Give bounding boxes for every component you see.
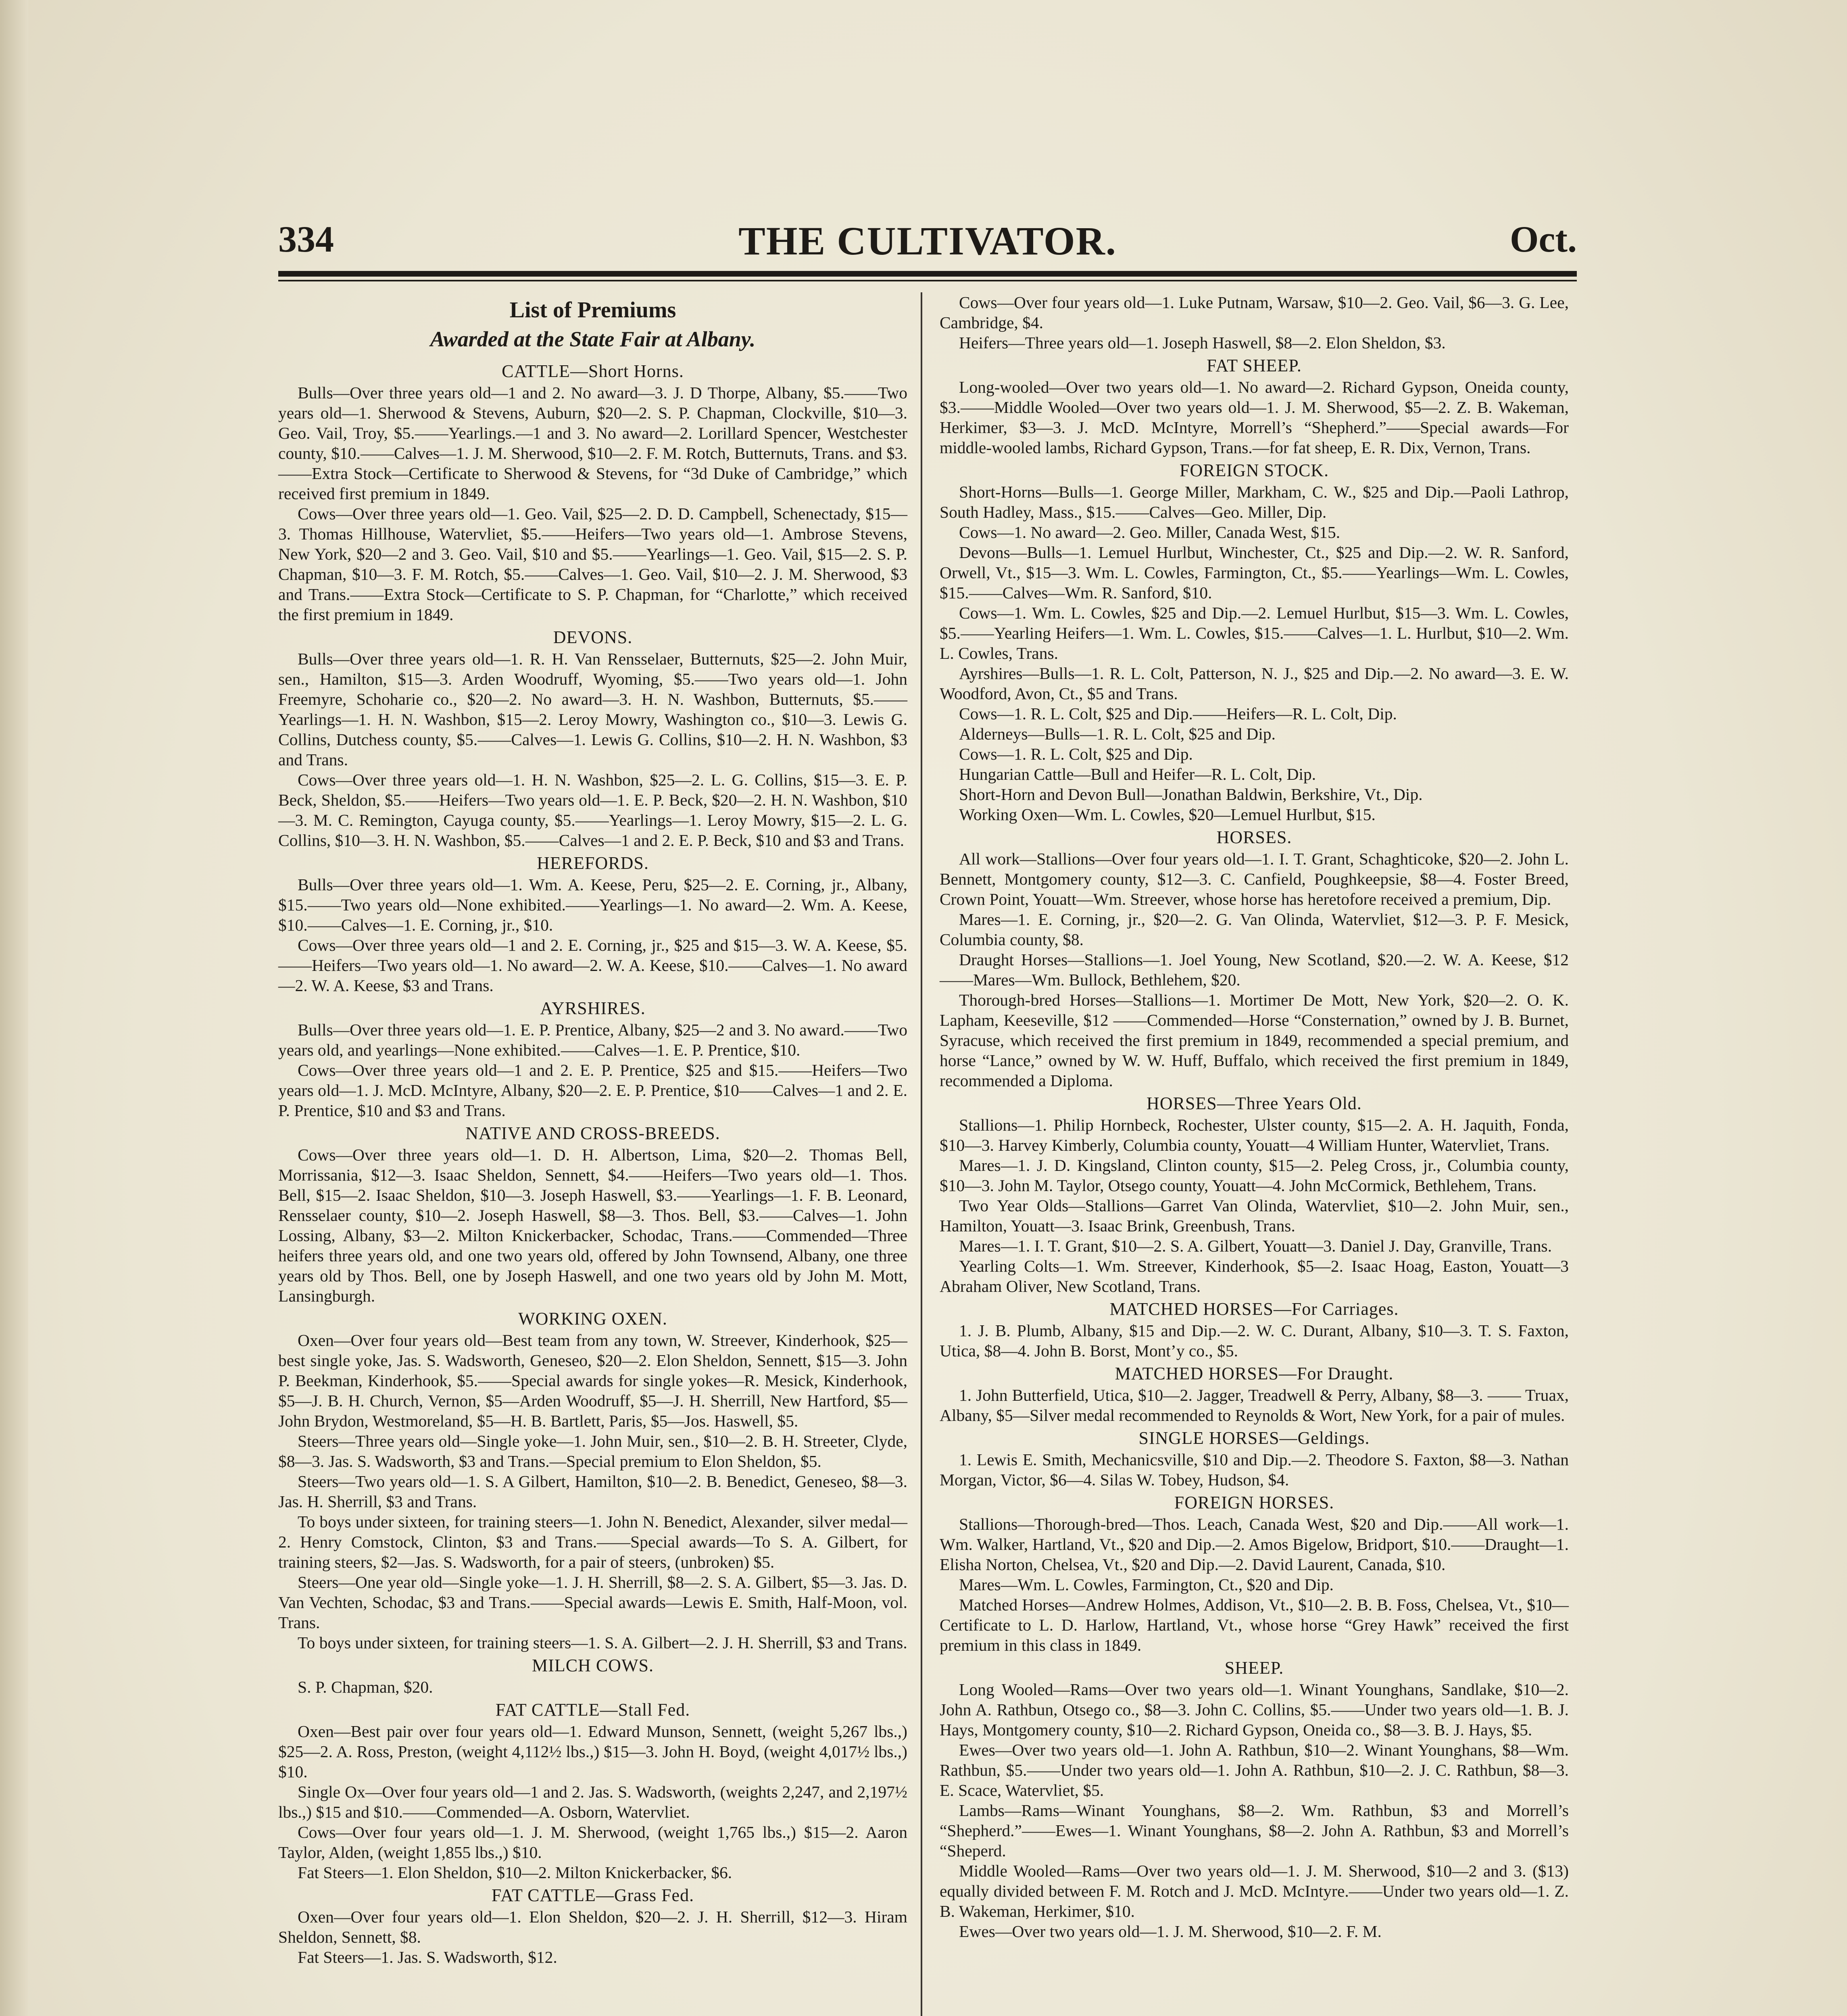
left-premium-paragraph: Cows—Over four years old—1. J. M. Sherwood, (weight 1,765 lbs.,) $15—2. Aaron Taylor, Alden, (weight 1,855 lbs.,) $10. (278, 1823, 907, 1862)
right-premium-paragraph: Hungarian Cattle—Bull and Heifer—R. L. Colt, Dip. (959, 765, 1316, 783)
right-section-heading: FOREIGN STOCK. (1179, 460, 1329, 480)
left-premium-paragraph: S. P. Chapman, $20. (298, 1678, 433, 1696)
right-premium-paragraph: 1. J. B. Plumb, Albany, $15 and Dip.—2. W. C. Durant, Albany, $10—3. T. S. Faxton, Utica, $8—4. John B. Borst, Mont’y co., $5. (940, 1321, 1569, 1360)
right-column (940, 292, 1569, 1941)
left-premium-paragraph: To boys under sixteen, for training steers—1. S. A. Gilbert—2. J. H. Sherrill, $3 and Trans. (298, 1633, 907, 1652)
page-number: 334 (278, 219, 334, 260)
right-premium-paragraph: Cows—1. Wm. L. Cowles, $25 and Dip.—2. Lemuel Hurlbut, $15—3. Wm. L. Cowles, $5.——Yearling Heifers—1. Wm. L. Cowles, $15.——Calves—1. L. Hurlbut, $10—2. Wm. L. Cowles, Trans. (940, 604, 1569, 662)
left-section-heading: HEREFORDS. (537, 853, 649, 873)
right-premium-paragraph: Lambs—Rams—Winant Younghans, $8—2. Wm. Rathbun, $3 and Morrell’s “Shepherd.”——Ewes—1. Winant Younghans, $8—2. John A. Rathbun, $3 and Morrell’s “Sheperd. (940, 1801, 1569, 1860)
left-section-heading: FAT CATTLE—Grass Fed. (491, 1885, 694, 1905)
header-rule-thick (278, 271, 1577, 277)
left-list-title: List of Premiums (509, 298, 676, 323)
page-header (278, 218, 1577, 262)
right-premium-paragraph: Yearling Colts—1. Wm. Streever, Kinderhook, $5—2. Isaac Hoag, Easton, Youatt—3 Abraham Oliver, New Scotland, Trans. (940, 1257, 1569, 1295)
left-section-heading: WORKING OXEN. (518, 1309, 667, 1329)
left-premium-paragraph: Bulls—Over three years old—1. E. P. Prentice, Albany, $25—2 and 3. No award.——Two years old, and yearlings—None exhibited.——Calves—1. E. P. Prentice, $10. (278, 1020, 907, 1059)
right-section-heading: HORSES. (1216, 827, 1292, 847)
page-binding-edge (0, 0, 28, 2016)
right-premium-paragraph: Mares—Wm. L. Cowles, Farmington, Ct., $20 and Dip. (959, 1575, 1334, 1594)
right-premium-paragraph: Short-Horns—Bulls—1. George Miller, Markham, C. W., $25 and Dip.—Paoli Lathrop, South Hadley, Mass., $15.——Calves—Geo. Miller, Dip. (940, 483, 1569, 521)
left-premium-paragraph: Bulls—Over three years old—1. R. H. Van Rensselaer, Butternuts, $25—2. John Muir, sen., Hamilton, $15—3. Arden Woodruff, Wyoming, $5.——Two years old—1. John Freemyre, Schoharie co., $20—2. No award—3. H. N. Washbon, Butternuts, $5.——Yearlings—1. H. N. Washbon, $15—2. Leroy Mowry, Washington co., $10—3. Lewis G. Collins, Dutchess county, $5.——Calves—1. Lewis G. Collins, $10—2. H. N. Washbon, $3 and Trans. (278, 650, 907, 769)
left-premium-paragraph: Steers—One year old—Single yoke—1. J. H. Sherrill, $8—2. S. A. Gilbert, $5—3. Jas. D. Van Vechten, Schodac, $3 and Trans.——Special awards—Lewis E. Smith, Half-Moon, vol. Trans. (278, 1573, 907, 1632)
left-premium-paragraph: Single Ox—Over four years old—1 and 2. Jas. S. Wadsworth, (weights 2,247, and 2,197½ lbs.,) $15 and $10.——Commended—A. Osborn, Watervliet. (278, 1783, 907, 1821)
right-section-heading: MATCHED HORSES—For Draught. (1115, 1364, 1394, 1383)
right-premium-paragraph: 1. John Butterfield, Utica, $10—2. Jagger, Treadwell & Perry, Albany, $8—3. —— Truax, Albany, $5—Silver medal recommended to Reynolds & Wort, New York, for a pair of mules. (940, 1386, 1569, 1425)
right-premium-paragraph: Thorough-bred Horses—Stallions—1. Mortimer De Mott, New York, $20—2. O. K. Lapham, Keeseville, $12 ——Commended—Horse “Consternation,” owned by J. B. Burnet, Syracuse, which received the first premium in 1849, recommended a special premium, and horse “Lance,” owned by W. W. Huff, Buffalo, which received the first premium in 1849, recommended a Diploma. (940, 991, 1569, 1090)
right-premium-paragraph: Cows—1. No award—2. Geo. Miller, Canada West, $15. (959, 523, 1340, 541)
right-premium-paragraph: Working Oxen—Wm. L. Cowles, $20—Lemuel Hurlbut, $15. (959, 805, 1376, 824)
right-section-heading: SINGLE HORSES—Geldings. (1138, 1428, 1370, 1448)
left-premium-paragraph: Steers—Two years old—1. S. A Gilbert, Hamilton, $10—2. B. Benedict, Geneseo, $8—3. Jas. H. Sherrill, $3 and Trans. (278, 1472, 907, 1511)
left-section-heading: MILCH COWS. (532, 1656, 654, 1675)
right-premium-paragraph: Ewes—Over two years old—1. J. M. Sherwood, $10—2. F. M. (959, 1922, 1382, 1941)
right-premium-paragraph: Matched Horses—Andrew Holmes, Addison, Vt., $10—2. B. B. Foss, Chelsea, Vt., $10—Certificate to L. D. Harlow, Hartland, Vt., whose horse “Grey Hawk” received the first premium in this class in 1849. (940, 1595, 1569, 1654)
left-premium-paragraph: Cows—Over three years old—1. Geo. Vail, $25—2. D. D. Campbell, Schenectady, $15—3. Thomas Hillhouse, Watervliet, $5.——Heifers—Two years old—1. Ambrose Stevens, New York, $20—2 and 3. Geo. Vail, $10 and $5.——Yearlings—1. Geo. Vail, $15—2. S. P. Chapman, $10—3. F. M. Rotch, $5.——Calves—1. Geo. Vail, $10—2. J. M. Sherwood, $3 and Trans.——Extra Stock—Certificate to S. P. Chapman, for “Charlotte,” which received the first premium in 1849. (278, 504, 907, 624)
right-premium-paragraph: 1. Lewis E. Smith, Mechanicsville, $10 and Dip.—2. Theodore S. Faxton, $8—3. Nathan Morgan, Victor, $6—4. Silas W. Tobey, Hudson, $4. (940, 1450, 1569, 1489)
right-section-heading: MATCHED HORSES—For Carriages. (1109, 1299, 1399, 1319)
right-premium-paragraph: Two Year Olds—Stallions—Garret Van Olinda, Watervliet, $10—2. John Muir, sen., Hamilton, Youatt—3. Isaac Brink, Greenbush, Trans. (940, 1196, 1569, 1235)
left-premium-paragraph: To boys under sixteen, for training steers—1. John N. Benedict, Alexander, silver medal—2. Henry Comstock, Clinton, $3 and Trans.——Special awards—To S. A. Gilbert, for training steers, $2—Jas. S. Wadsworth, for a pair of steers, (unbroken) $5. (278, 1512, 907, 1571)
left-premium-paragraph: Fat Steers—1. Elon Sheldon, $10—2. Milton Knickerbacker, $6. (298, 1863, 732, 1882)
right-premium-paragraph: Long-wooled—Over two years old—1. No award—2. Richard Gypson, Oneida county, $3.——Middle Wooled—Over two years old—1. J. M. Sherwood, $5—2. Z. B. Wakeman, Herkimer, $3—3. J. McD. McIntyre, Morrell’s “Shepherd.”——Special awards—For middle-wooled lambs, Richard Gypson, Trans.—for fat sheep, E. R. Dix, Vernon, Trans. (940, 378, 1569, 457)
left-section-heading: NATIVE AND CROSS-BREEDS. (465, 1123, 720, 1143)
right-premium-paragraph: Stallions—1. Philip Hornbeck, Rochester, Ulster county, $15—2. A. H. Jaquith, Fonda, $10—3. Harvey Kimberly, Columbia county, Youatt—4 William Hunter, Watervliet, Trans. (940, 1116, 1569, 1154)
right-premium-paragraph: Alderneys—Bulls—1. R. L. Colt, $25 and Dip. (959, 725, 1276, 743)
left-list-subtitle: Awarded at the State Fair at Albany. (430, 327, 756, 351)
right-premium-paragraph: Draught Horses—Stallions—1. Joel Young, New Scotland, $20.—2. W. A. Keese, $12 ——Mares—Wm. Bullock, Bethlehem, $20. (940, 950, 1569, 989)
journal-title: THE CULTIVATOR. (738, 219, 1117, 263)
left-section-heading: DEVONS. (553, 627, 633, 647)
left-premium-paragraph: Cows—Over three years old—1. H. N. Washbon, $25—2. L. G. Collins, $15—3. E. P. Beck, Sheldon, $5.——Heifers—Two years old—1. E. P. Beck, $20—2. H. N. Washbon, $10—3. M. C. Remington, Cayuga county, $5.——Yearlings—1. Leroy Mowry, $15—2. L. G. Collins, $10—3. H. N. Washbon, $5.——Calves—1 and 2. E. P. Beck, $10 and $3 and Trans. (278, 771, 907, 850)
left-premium-paragraph: Bulls—Over three years old—1 and 2. No award—3. J. D Thorpe, Albany, $5.——Two years old—1. Sherwood & Stevens, Auburn, $20—2. S. P. Chapman, Clockville, $10—3. Geo. Vail, Troy, $5.——Yearlings.—1 and 3. No award—2. Lorillard Spencer, Westchester county, $10.——Calves—1. J. M. Sherwood, $10—2. F. M. Rotch, Butternuts, Trans. and $3.——Extra Stock—Certificate to Sherwood & Stevens, for “3d Duke of Cambridge,” which received first premium in 1849. (278, 383, 907, 503)
right-premium-paragraph: Cows—Over four years old—1. Luke Putnam, Warsaw, $10—2. Geo. Vail, $6—3. G. Lee, Cambridge, $4. (940, 293, 1569, 332)
left-premium-paragraph: Fat Steers—1. Jas. S. Wadsworth, $12. (298, 1948, 557, 1966)
issue-month: Oct. (1509, 219, 1577, 260)
left-section-heading: FAT CATTLE—Stall Fed. (495, 1700, 690, 1720)
right-premium-paragraph: Stallions—Thorough-bred—Thos. Leach, Canada West, $20 and Dip.——All work—1. Wm. Walker, Hartland, Vt., $20 and Dip.—2. Amos Bigelow, Bridport, $10.——Draught—1. Elisha Norton, Chelsea, Vt., $20 and Dip.—2. David Laurent, Canada, $10. (940, 1515, 1569, 1574)
left-premium-paragraph: Cows—Over three years old—1. D. H. Albertson, Lima, $20—2. Thomas Bell, Morrissania, $12—3. Isaac Sheldon, Sennett, $4.——Heifers—Two years old—1. Thos. Bell, $15—2. Isaac Sheldon, $10—3. Joseph Haswell, $3.——Yearlings—1. F. B. Leonard, Rensselaer county, $10—2. Joseph Haswell, $8—3. Thos. Bell, $3.——Calves—1. John Lossing, Albany, $3—2. Milton Knickerbacker, Schodac, Trans.——Commended—Three heifers three years old, and one two years old, offered by John Townsend, Albany, one three years old by Thos. Bell, one by Joseph Haswell, and one two years old by John M. Mott, Lansingburgh. (278, 1145, 907, 1305)
right-premium-paragraph: Cows—1. R. L. Colt, $25 and Dip.——Heifers—R. L. Colt, Dip. (959, 704, 1397, 723)
right-premium-paragraph: Devons—Bulls—1. Lemuel Hurlbut, Winchester, Ct., $25 and Dip.—2. W. R. Sanford, Orwell, Vt., $15—3. Wm. L. Cowles, Farmington, Ct., $5.——Yearlings—Wm. L. Cowles, $15.——Calves—Wm. R. Sanford, $10. (940, 543, 1569, 602)
right-premium-paragraph: Short-Horn and Devon Bull—Jonathan Baldwin, Berkshire, Vt., Dip. (959, 785, 1423, 804)
right-premium-paragraph: Mares—1. E. Corning, jr., $20—2. G. Van Olinda, Watervliet, $12—3. P. F. Mesick, Columbia county, $8. (940, 910, 1569, 949)
right-section-heading: FOREIGN HORSES. (1174, 1493, 1334, 1512)
right-premium-paragraph: Ayrshires—Bulls—1. R. L. Colt, Patterson, N. J., $25 and Dip.—2. No award—3. E. W. Woodford, Avon, Ct., $5 and Trans. (940, 664, 1569, 703)
column-divider (921, 292, 922, 2016)
left-section-heading: CATTLE—Short Horns. (502, 361, 684, 381)
left-premium-paragraph: Oxen—Over four years old—1. Elon Sheldon, $20—2. J. H. Sherrill, $12—3. Hiram Sheldon, Sennett, $8. (278, 1908, 907, 1946)
right-premium-paragraph: Cows—1. R. L. Colt, $25 and Dip. (959, 745, 1193, 763)
right-premium-paragraph: Long Wooled—Rams—Over two years old—1. Winant Younghans, Sandlake, $10—2. John A. Rathbun, Otsego co., $8—3. John C. Collins, $5.——Under two years old—1. B. J. Hays, Montgomery county, $10—2. Richard Gypson, Oneida co., $8—3. B. J. Hays, $5. (940, 1680, 1569, 1739)
left-premium-paragraph: Cows—Over three years old—1 and 2. E. P. Prentice, $25 and $15.——Heifers—Two years old—1. J. McD. McIntyre, Albany, $20—2. E. P. Prentice, $10——Calves—1 and 2. E. P. Prentice, $10 and $3 and Trans. (278, 1061, 907, 1120)
left-section-heading: AYRSHIRES. (540, 998, 646, 1018)
header-rule-thin (278, 280, 1577, 281)
left-premium-paragraph: Cows—Over three years old—1 and 2. E. Corning, jr., $25 and $15—3. W. A. Keese, $5.——Heifers—Two years old—1. No award—2. W. A. Keese, $10.——Calves—1. No award—2. W. A. Keese, $3 and Trans. (278, 936, 907, 995)
right-premium-paragraph: Mares—1. J. D. Kingsland, Clinton county, $15—2. Peleg Cross, jr., Columbia county, $10—3. John M. Taylor, Otsego county, Youatt—4. John McCormick, Bethlehem, Trans. (940, 1156, 1569, 1195)
right-section-heading: FAT SHEEP. (1207, 356, 1302, 375)
right-section-heading: SHEEP. (1224, 1658, 1284, 1678)
left-premium-paragraph: Steers—Three years old—Single yoke—1. John Muir, sen., $10—2. B. H. Streeter, Clyde, $8—3. Jas. S. Wadsworth, $3 and Trans.—Special premium to Elon Sheldon, $5. (278, 1432, 907, 1470)
left-premium-paragraph: Oxen—Over four years old—Best team from any town, W. Streever, Kinderhook, $25—best single yoke, Jas. S. Wadsworth, Geneseo, $20—2. Elon Sheldon, Sennett, $15—3. John P. Beekman, Kinderhook, $5.——Special awards for single yokes—R. Mesick, Kinderhook, $5—J. B. H. Church, Vernon, $5—Arden Woodruff, $5—J. H. Sherrill, New Hartford, $5—John Brydon, Westmoreland, $5—H. B. Bartlett, Paris, $5—Jos. Haswell, $5. (278, 1331, 907, 1430)
right-premium-paragraph: Middle Wooled—Rams—Over two years old—1. J. M. Sherwood, $10—2 and 3. ($13) equally divided between F. M. Rotch and J. McD. McIntyre.——Under two years old—1. Z. B. Wakeman, Herkimer, $10. (940, 1862, 1569, 1920)
left-premium-paragraph: Bulls—Over three years old—1. Wm. A. Keese, Peru, $25—2. E. Corning, jr., Albany, $15.——Two years old—None exhibited.——Yearlings—1. No award—2. Wm. A. Keese, $10.——Calves—1. E. Corning, jr., $10. (278, 875, 907, 934)
left-column (278, 292, 907, 1967)
right-section-heading: HORSES—Three Years Old. (1147, 1093, 1362, 1113)
right-premium-paragraph: All work—Stallions—Over four years old—1. I. T. Grant, Schaghticoke, $20—2. John L. Bennett, Montgomery county, $12—3. C. Canfield, Poughkeepsie, $8—4. Foster Breed, Crown Point, Youatt—Wm. Streever, whose horse has heretofore received a premium, Dip. (940, 850, 1569, 908)
left-premium-paragraph: Oxen—Best pair over four years old—1. Edward Munson, Sennett, (weight 5,267 lbs.,) $25—2. A. Ross, Preston, (weight 4,112½ lbs.,) $15—3. John H. Boyd, (weight 4,017½ lbs.,) $10. (278, 1722, 907, 1781)
right-premium-paragraph: Ewes—Over two years old—1. John A. Rathbun, $10—2. Winant Younghans, $8—Wm. Rathbun, $5.——Under two years old—1. John A. Rathbun, $10—2. J. C. Rathbun, $8—3. E. Scace, Watervliet, $5. (940, 1741, 1569, 1799)
right-premium-paragraph: Heifers—Three years old—1. Joseph Haswell, $8—2. Elon Sheldon, $3. (959, 333, 1446, 352)
right-premium-paragraph: Mares—1. I. T. Grant, $10—2. S. A. Gilbert, Youatt—3. Daniel J. Day, Granville, Trans. (959, 1237, 1552, 1255)
